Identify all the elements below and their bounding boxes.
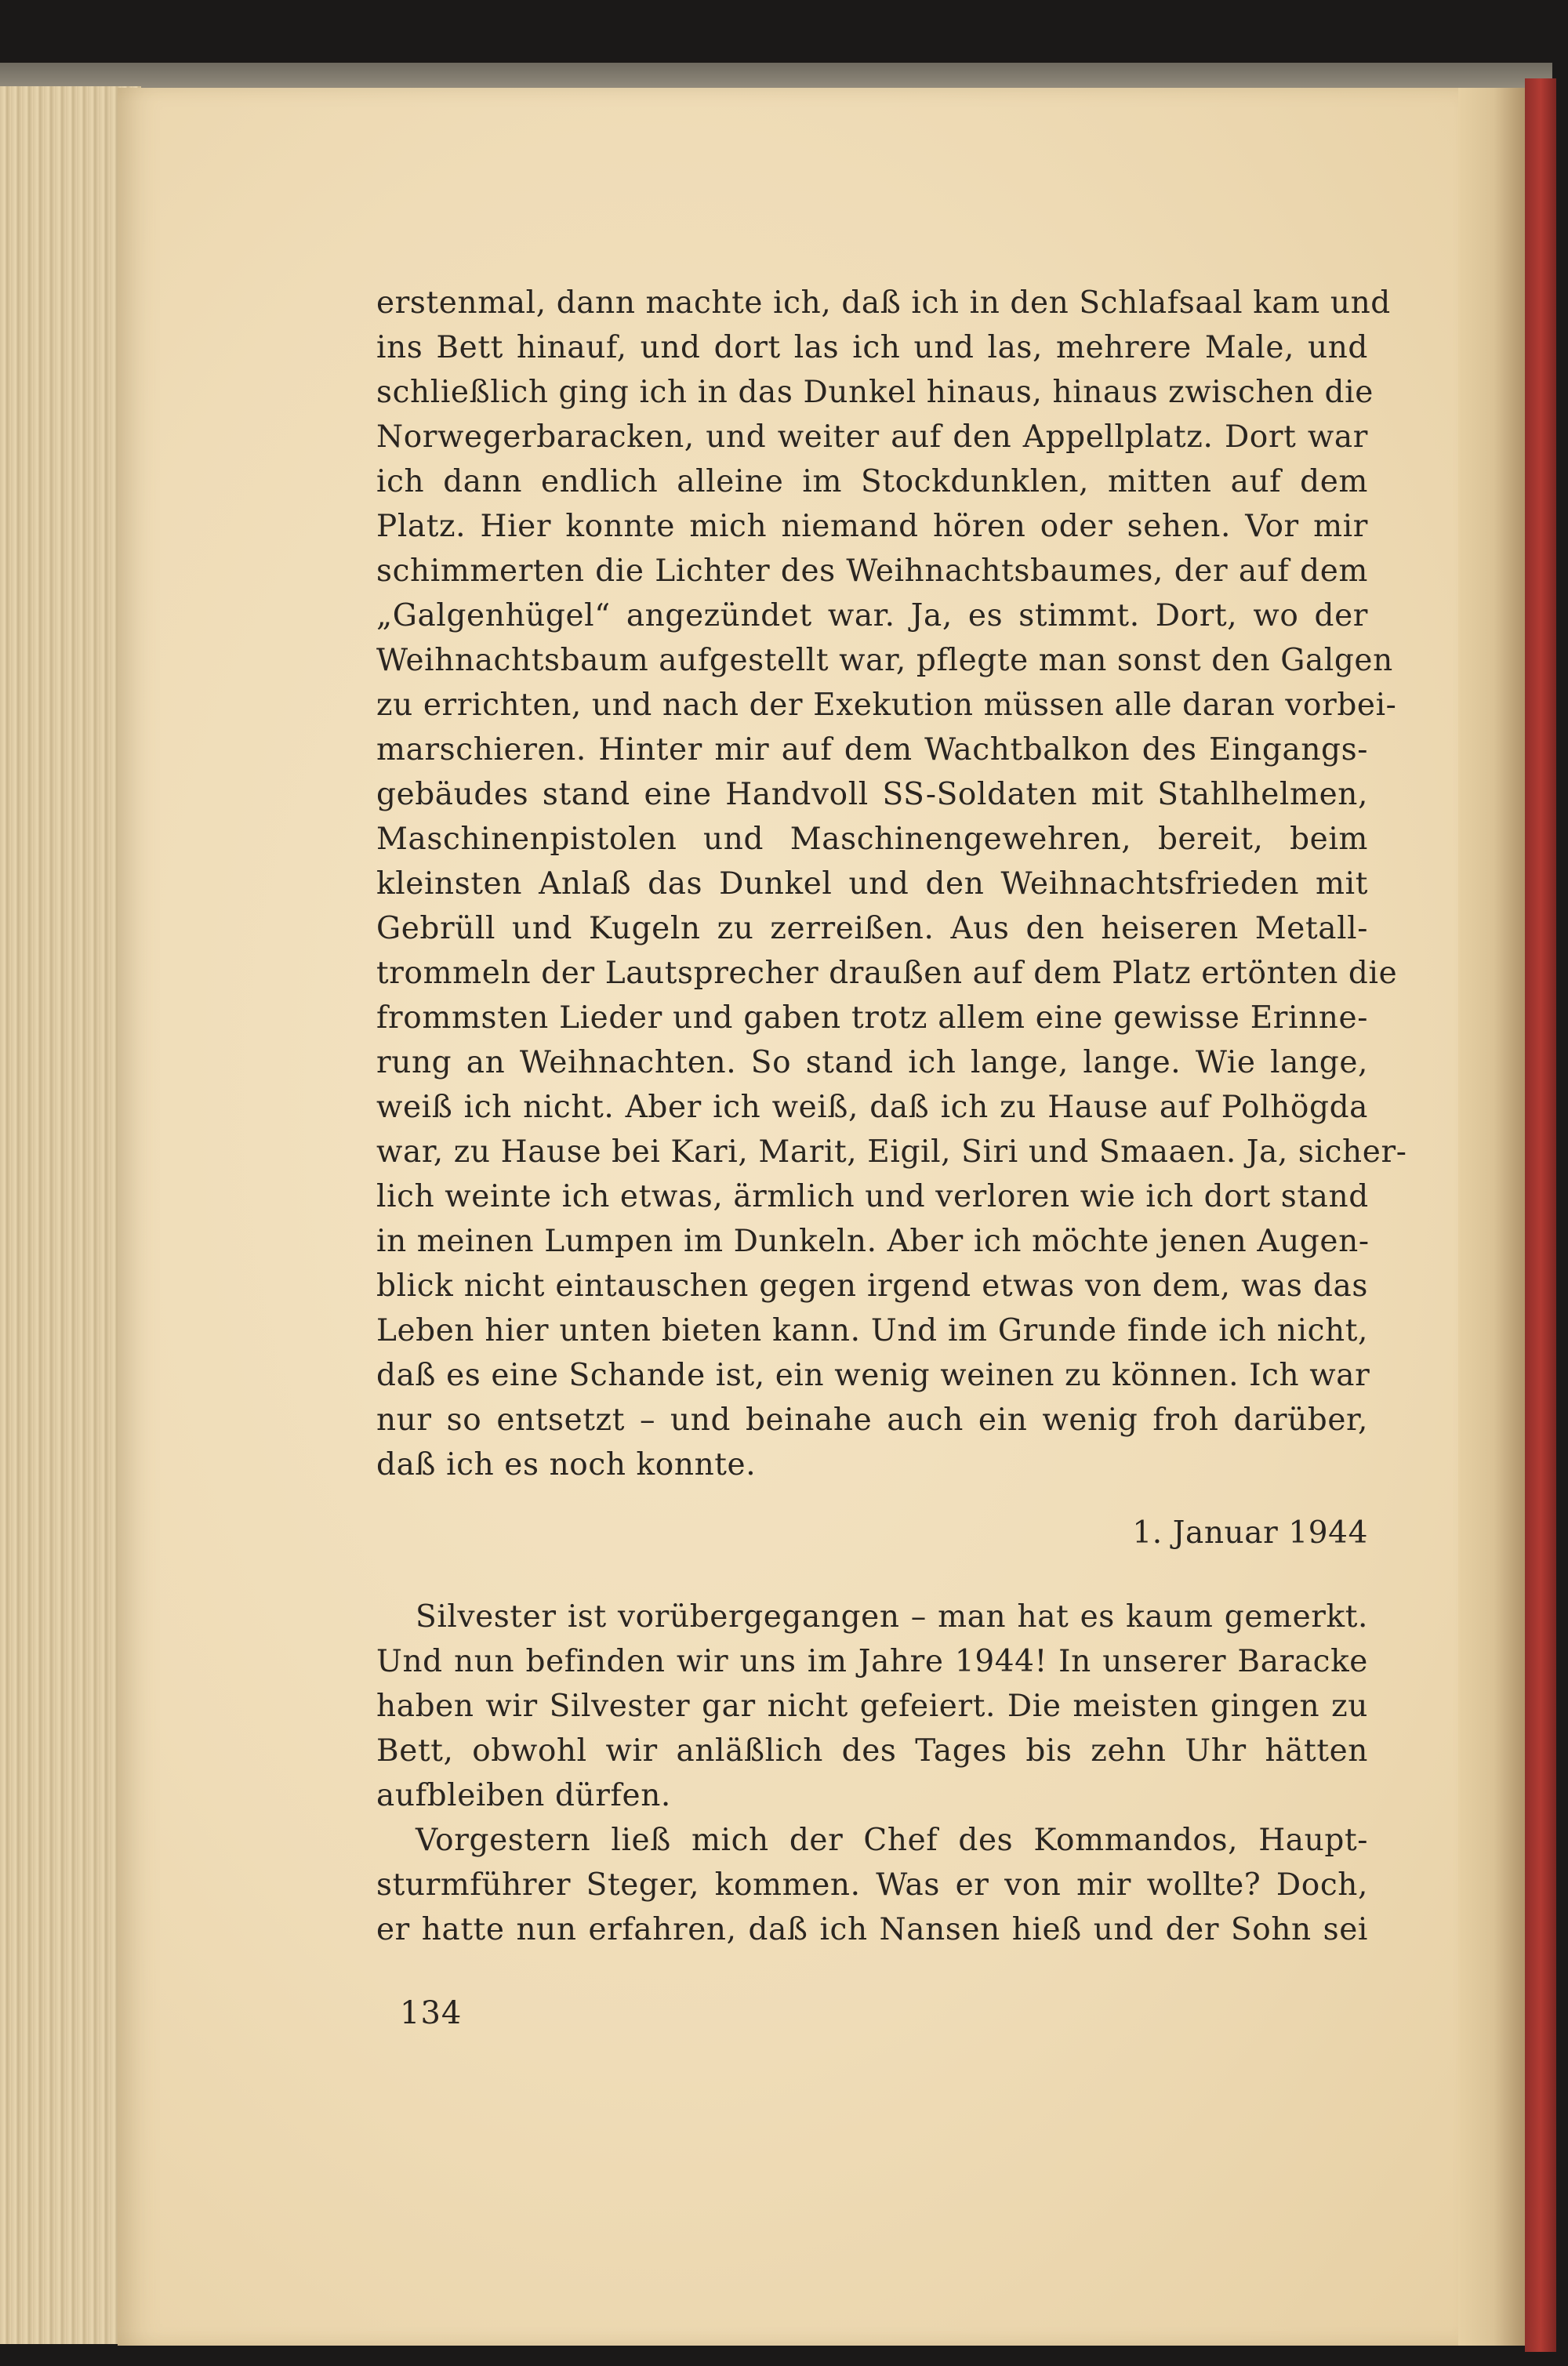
text-line: gebäudes stand eine Handvoll SS-Soldaten mit Stahlhelmen,	[376, 777, 1368, 812]
text-line: haben wir Silvester gar nicht gefeiert. Die meisten gingen zu	[376, 1689, 1368, 1724]
paragraph-2	[376, 1595, 1368, 1818]
text-line: daß es eine Schande ist, ein wenig weinen zu können. Ich war	[376, 1358, 1370, 1393]
text-line: trommeln der Lautsprecher draußen auf dem Platz ertönten die	[376, 956, 1398, 991]
text-line: war, zu Hause bei Kari, Marit, Eigil, Siri und Smaaen. Ja, sicher-	[376, 1134, 1407, 1170]
text-line: er hatte nun erfahren, daß ich Nansen hieß und der Sohn sei	[376, 1912, 1368, 1947]
text-line: Silvester ist vorübergegangen – man hat es kaum gemerkt.	[416, 1599, 1368, 1635]
paragraph-1	[376, 281, 1407, 1487]
text-line: Maschinenpistolen und Maschinengewehren, bereit, beim	[376, 822, 1368, 857]
paragraph-3	[376, 1818, 1368, 1952]
text-line: Norwegerbaracken, und weiter auf den Appellplatz. Dort war	[376, 419, 1368, 455]
text-line: schimmerten die Lichter des Weihnachtsbaumes, der auf dem	[376, 553, 1368, 589]
text-line: Bett, obwohl wir anläßlich des Tages bis zehn Uhr hätten	[376, 1733, 1368, 1769]
text-line: lich weinte ich etwas, ärmlich und verloren wie ich dort stand	[376, 1179, 1369, 1214]
text-line: Leben hier unten bieten kann. Und im Grunde finde ich nicht,	[376, 1313, 1368, 1348]
text-line: weiß ich nicht. Aber ich weiß, daß ich zu Hause auf Polhögda	[376, 1090, 1368, 1125]
red-book-binding	[1525, 78, 1556, 2352]
text-line: Und nun befinden wir uns im Jahre 1944! In unserer Baracke	[376, 1644, 1368, 1679]
text-line: Weihnachtsbaum aufgestellt war, pflegte man sonst den Galgen	[376, 643, 1393, 678]
text-line: in meinen Lumpen im Dunkeln. Aber ich möchte jenen Augen-	[376, 1224, 1370, 1259]
text-line: ins Bett hinauf, und dort las ich und las, mehrere Male, und	[376, 330, 1368, 365]
page-text	[376, 281, 1407, 1952]
text-line: erstenmal, dann machte ich, daß ich in den Schlafsaal kam und	[376, 285, 1391, 321]
text-line: Platz. Hier konnte mich niemand hören oder sehen. Vor mir	[376, 509, 1368, 544]
diary-date-heading: 1. Januar 1944	[1132, 1515, 1368, 1551]
text-line: schließlich ging ich in das Dunkel hinaus, hinaus zwischen die	[376, 375, 1374, 410]
text-line: marschieren. Hinter mir auf dem Wachtbalkon des Eingangs-	[376, 732, 1368, 767]
binding-shadow	[1494, 88, 1525, 2346]
text-line: nur so entsetzt – und beinahe auch ein wenig froh darüber,	[376, 1403, 1368, 1438]
text-line: Vorgestern ließ mich der Chef des Kommandos, Haupt-	[416, 1823, 1368, 1858]
text-line: kleinsten Anlaß das Dunkel und den Weihnachtsfrieden mit	[376, 866, 1368, 902]
text-line: frommsten Lieder und gaben trotz allem eine gewisse Erinne-	[376, 1000, 1368, 1036]
text-line: „Galgenhügel“ angezündet war. Ja, es stimmt. Dort, wo der	[376, 598, 1368, 633]
text-line: daß ich es noch konnte.	[376, 1447, 757, 1482]
text-line: zu errichten, und nach der Exekution müssen alle daran vorbei-	[376, 688, 1397, 723]
text-line: Gebrüll und Kugeln zu zerreißen. Aus den heiseren Metall-	[376, 911, 1368, 946]
page-number: 134	[400, 1995, 463, 2031]
text-line: rung an Weihnachten. So stand ich lange, lange. Wie lange,	[376, 1045, 1368, 1080]
text-line: blick nicht eintauschen gegen irgend etwas von dem, was das	[376, 1268, 1368, 1304]
text-line: ich dann endlich alleine im Stockdunklen, mitten auf dem	[376, 464, 1368, 499]
text-line: aufbleiben dürfen.	[376, 1778, 671, 1813]
text-line: sturmführer Steger, kommen. Was er von mir wollte? Doch,	[376, 1867, 1368, 1903]
